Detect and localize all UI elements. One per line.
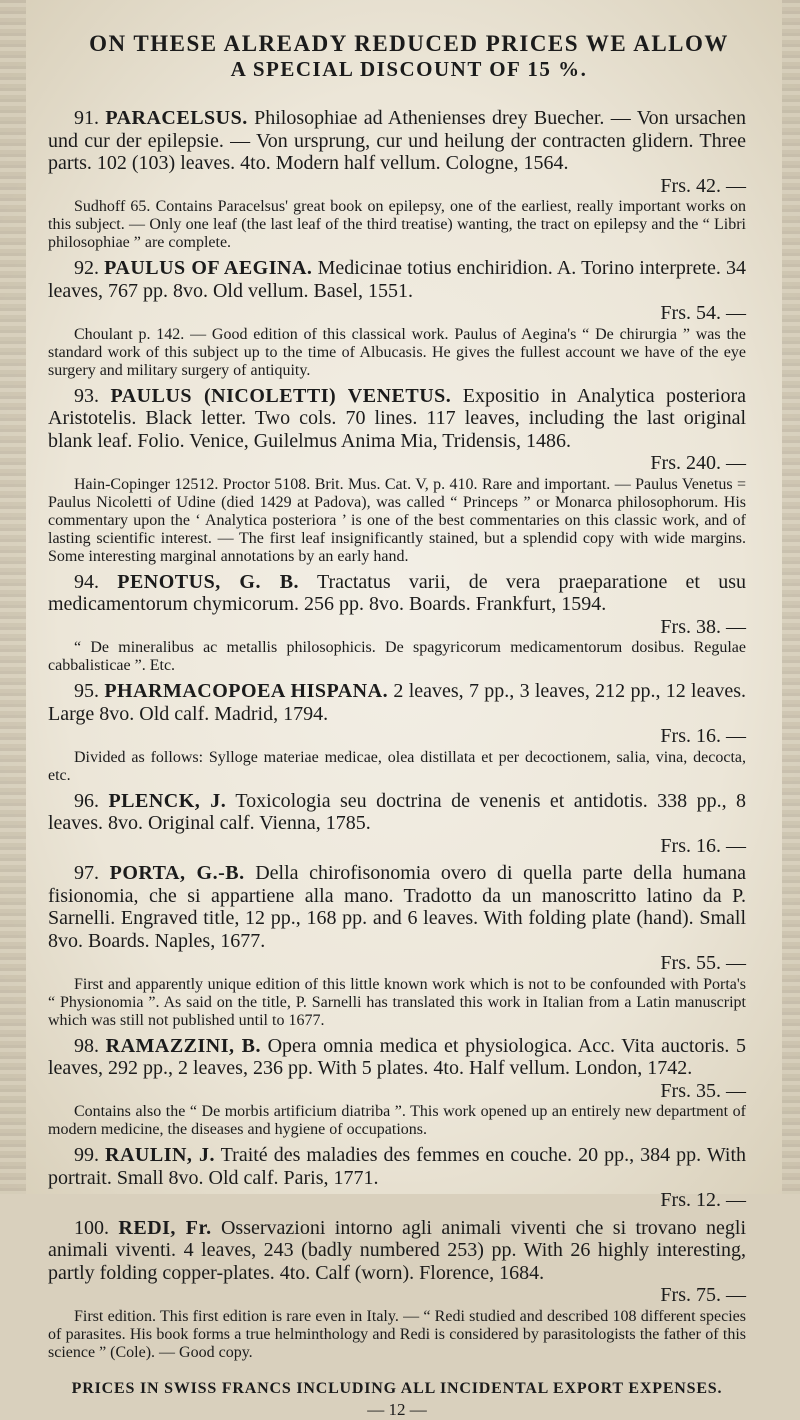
entry-number: 95. — [74, 680, 99, 702]
entry-title: Opera omnia medica et physiologica. Acc. Vita auctoris. 5 leaves, 292 pp., 2 leaves, 236 pp. With 5 plates. 4to. Half vellum. London, 1742. — [48, 1034, 747, 1079]
catalogue-entry — [48, 862, 746, 1030]
entry-title: Toxicologia seu doctrina de venenis et antidotis. 338 pp., 8 leaves. 8vo. Original calf. Vienna, 1785. — [48, 789, 747, 834]
page-number: — 12 — — [367, 1399, 427, 1419]
entry-author: PENOTUS, G. B. — [117, 570, 300, 593]
entry-price: Frs. 240. — — [650, 452, 746, 474]
entry-note: Divided as follows: Sylloge materiae medicae, olea distillata et per decoctionem, salia, vina, decocta, etc. — [48, 748, 746, 784]
entry-number: 99. — [74, 1144, 99, 1166]
page-edge-left — [0, 0, 26, 1194]
entry-author: PARACELSUS. — [105, 107, 248, 129]
entry-main — [48, 680, 746, 748]
header — [48, 30, 770, 81]
entry-main — [48, 1035, 746, 1103]
footer-note: PRICES IN SWISS FRANCS INCLUDING ALL INCIDENTAL EXPORT EXPENSES. — [71, 1379, 723, 1397]
entry-note: Hain-Copinger 12512. Proctor 5108. Brit. Mus. Cat. V, p. 410. Rare and important. — Paulus Venetus = Paulus Nicoletti of Udine (died 1429 at Padova), was called “ Princeps ” or Monarca philosophorum. His commentary upon the ‘ Analytica posteriora ’ is one of the best commentaries on this classic work, and of lasting scientific interest. — The first leaf insignificantly stained, but a splendid copy with wide margins. Some interesting marginal annotations by an early hand. — [48, 475, 746, 565]
entry-number: 92. — [74, 257, 99, 279]
entry-title: Osservazioni intorno agli animali viventi che si trovano negli animali viventi. 4 leaves, 243 (badly numbered 253) pp. With 26 highly interesting, partly folding copper-plates. 4to. Calf (worn). Florence, 1684. — [48, 1216, 747, 1284]
entry-main — [48, 862, 746, 975]
entry-main — [48, 571, 746, 639]
header-line-1: ON THESE ALREADY REDUCED PRICES WE ALLOW — [89, 31, 729, 56]
entry-price: Frs. 16. — — [660, 834, 746, 857]
page-edge-right — [782, 0, 800, 1194]
entry-note: Sudhoff 65. Contains Paracelsus' great book on epilepsy, one of the earliest, really important works on this subject. — Only one leaf (the last leaf of the third treatise) wanting, the tract on epilepsy and the “ Libri philosophiae ” are complete. — [48, 198, 746, 251]
entry-author: PORTA, G.-B. — [109, 862, 245, 884]
catalogue-entry — [48, 571, 746, 676]
catalogue-entry — [48, 1144, 746, 1212]
entry-note: Contains also the “ De morbis artificium diatriba ”. This work opened up an entirely new department of modern medicine, the diseases and hygiene of occupations. — [48, 1103, 746, 1138]
entry-author: RAMAZZINI, B. — [105, 1034, 261, 1057]
entry-note: First edition. This first edition is rare even in Italy. — “ Redi studied and described 108 different species of parasites. His book forms a true helminthology and Redi is considered by parasitologists the father of this science ” (Cole). — Good copy. — [48, 1307, 746, 1361]
entry-main — [48, 1217, 746, 1307]
entry-number: 100. — [74, 1216, 109, 1239]
entry-price: Frs. 55. — — [660, 952, 746, 974]
entry-main — [48, 790, 746, 858]
entry-price: Frs. 35. — — [660, 1079, 746, 1102]
catalogue-entry — [48, 1035, 746, 1140]
entry-number: 91. — [74, 107, 99, 129]
entry-title: Medicinae totius enchiridion. A. Torino interprete. 34 leaves, 767 pp. 8vo. Old vellum. Basel, 1551. — [48, 257, 747, 302]
entry-note: “ De mineralibus ac metallis philosophicis. De spagyricorum medicamentorum dosibus. Regulae cabbalisticae ”. Etc. — [48, 639, 746, 674]
catalogue-entry — [48, 790, 746, 858]
entry-number: 96. — [74, 789, 99, 812]
catalogue-entry — [48, 1217, 746, 1362]
catalogue-entry — [48, 680, 746, 785]
entry-author: REDI, Fr. — [118, 1216, 212, 1239]
entry-title: Tractatus varii, de vera praeparatione et usu medicamentorum chymicorum. 256 pp. 8vo. Boards. Frankfurt, 1594. — [48, 570, 747, 615]
entry-main — [48, 385, 746, 475]
catalogue-entry — [48, 385, 746, 566]
entry-main — [48, 107, 746, 197]
entry-title: Della chirofisonomia overo di quella parte della humana fisionomia, che si appartiene alla mano. Tradotto da un manoscritto latino da P. Sarnelli. Engraved title, 12 pp., 168 pp. and 6 leaves. With folding plate (hand). Small 8vo. Boards. Naples, 1677. — [48, 862, 747, 952]
entry-author: RAULIN, J. — [105, 1144, 215, 1166]
entry-number: 98. — [74, 1034, 99, 1057]
entry-price: Frs. 38. — — [660, 615, 746, 638]
entry-author: PAULUS (NICOLETTI) VENETUS. — [110, 384, 452, 407]
entry-price: Frs. 12. — — [660, 1189, 746, 1211]
entries-list — [48, 107, 770, 1362]
entry-note: Choulant p. 142. — Good edition of this classical work. Paulus of Aegina's “ De chirurgia ” was the standard work of this subject up to the time of Albucasis. He gives the fullest account we have of the eye surgery and military surgery of antiquity. — [48, 325, 746, 379]
catalogue-entry — [48, 257, 746, 380]
entry-price: Frs. 42. — — [660, 174, 746, 197]
header-line-2: A SPECIAL DISCOUNT OF 15 %. — [230, 57, 588, 81]
catalogue-entry — [48, 107, 746, 252]
entry-price: Frs. 75. — — [660, 1284, 746, 1306]
entry-author: PLENCK, J. — [108, 789, 227, 812]
entry-main — [48, 1144, 746, 1212]
entry-author: PHARMACOPOEA HISPANA. — [104, 680, 389, 702]
entry-number: 97. — [74, 862, 99, 884]
entry-title: Expositio in Analytica posteriora Aristotelis. Black letter. Two cols. 70 lines. 117 leaves, including the last original blank leaf. Folio. Venice, Guilelmus Anima Mia, Tridensis, 1486. — [48, 384, 747, 452]
entry-price: Frs. 16. — — [660, 725, 746, 747]
entry-note: First and apparently unique edition of this little known work which is not to be confounded with Porta's “ Physionomia ”. As said on the title, P. Sarnelli has translated this work in Italian from a Latin manuscript which was still not published until to 1677. — [48, 975, 746, 1029]
entry-number: 94. — [74, 570, 99, 593]
entry-title: Traité des maladies des femmes en couche. 20 pp., 384 pp. With portrait. Small 8vo. Old calf. Paris, 1771. — [48, 1144, 747, 1189]
entry-title: Philosophiae ad Athenienses drey Buecher. — Von ursachen und cur der epilepsie. — Von ursprung, cur und heilung der contracten glidern. Three parts. 102 (103) leaves. 4to. Modern half vellum. Cologne, 1564. — [48, 107, 747, 174]
entry-main — [48, 257, 746, 325]
entry-number: 93. — [74, 384, 99, 407]
entry-author: PAULUS OF AEGINA. — [104, 257, 313, 279]
entry-title: 2 leaves, 7 pp., 3 leaves, 212 pp., 12 leaves. Large 8vo. Old calf. Madrid, 1794. — [48, 680, 747, 725]
entry-price: Frs. 54. — — [660, 302, 746, 324]
